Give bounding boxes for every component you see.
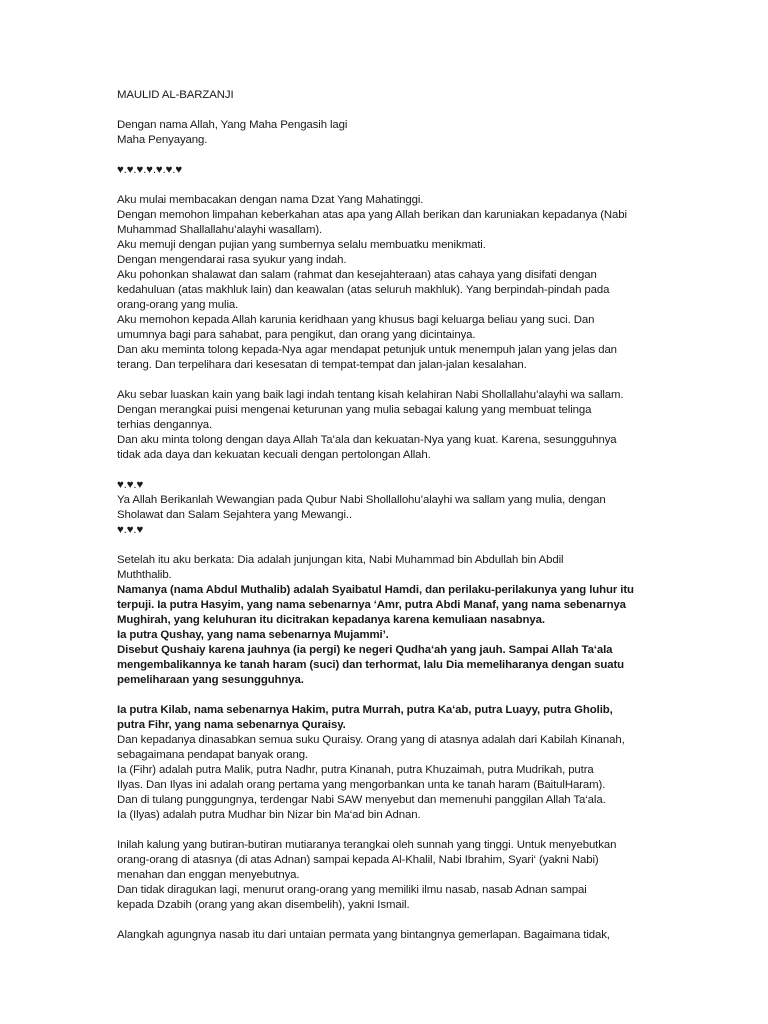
text-line: Alangkah agungnya nasab itu dari untaian permata yang bintangnya gemerlapan. Bagaimana tidak,: [117, 929, 610, 941]
text-line: Dan aku minta tolong dengan daya Allah Ta’ala dan kekuatan-Nya yang kuat. Karena, sesungguhnya: [117, 434, 617, 446]
text-line: Setelah itu aku berkata: Dia adalah junjungan kita, Nabi Muhammad bin Abdullah bin Abdil: [117, 554, 564, 566]
text-line: ♥.♥.♥.♥.♥.♥.♥: [117, 164, 183, 176]
text-line: mengembalikannya ke tanah haram (suci) dan terhormat, lalu Dia memeliharanya dengan suatu: [117, 659, 624, 671]
text-line: Dengan mengendarai rasa syukur yang indah.: [117, 254, 347, 266]
text-line: sebagaimana pendapat banyak orang.: [117, 749, 309, 761]
text-line: Dan di tulang punggungnya, terdengar Nabi SAW menyebut dan memenuhi panggilan Allah Ta‘ala.: [117, 794, 606, 806]
document-body: [117, 103, 657, 943]
text-line: Ia putra Qushay, yang nama sebenarnya Mujammi’.: [117, 629, 389, 641]
text-line: kepada Dzabih (orang yang akan disembelih), yakni Ismail.: [117, 899, 410, 911]
text-line: Ia putra Kilab, nama sebenarnya Hakim, putra Murrah, putra Ka‘ab, putra Luayy, putra Gholib,: [117, 704, 613, 716]
text-line: menahan dan enggan menyebutnya.: [117, 869, 300, 881]
text-line: Dan kepadanya dinasabkan semua suku Quraisy. Orang yang di atasnya adalah dari Kabilah Kinanah,: [117, 734, 625, 746]
text-line: Sholawat dan Salam Sejahtera yang Mewangi..: [117, 509, 353, 521]
text-line: Aku memohon kepada Allah karunia keridhaan yang khusus bagi keluarga beliau yang suci. Dan: [117, 314, 595, 326]
text-line: ♥.♥.♥: [117, 524, 144, 536]
text-line: Dengan merangkai puisi mengenai keturunan yang mulia sebagai kalung yang membuat telinga: [117, 404, 592, 416]
text-line: Disebut Qushaiy karena jauhnya (ia pergi) ke negeri Qudha‘ah yang jauh. Sampai Allah Ta‘ala: [117, 644, 613, 656]
text-line: tidak ada daya dan kekuatan kecuali dengan pertolongan Allah.: [117, 449, 431, 461]
text-line: terpuji. Ia putra Hasyim, yang nama sebenarnya ‘Amr, putra Abdi Manaf, yang nama sebenarnya: [117, 599, 626, 611]
text-line: Ia (Fihr) adalah putra Malik, putra Nadhr, putra Kinanah, putra Khuzaimah, putra Mudrikah, putra: [117, 764, 594, 776]
text-line: Aku mulai membacakan dengan nama Dzat Yang Mahatinggi.: [117, 194, 424, 206]
text-line: Dengan nama Allah, Yang Maha Pengasih lagi: [117, 119, 348, 131]
blank-line: [117, 688, 657, 703]
text-line: pemeliharaan yang sesungguhnya.: [117, 674, 304, 686]
document-page: [117, 88, 657, 943]
text-line: Dan aku meminta tolong kepada-Nya agar mendapat petunjuk untuk menempuh jalan yang jelas dan: [117, 344, 617, 356]
text-line: Namanya (nama Abdul Muthalib) adalah Syaibatul Hamdi, dan perilaku-perilakunya yang luhur itu: [117, 584, 634, 596]
text-line: terhias dengannya.: [117, 419, 213, 431]
text-line: Dengan memohon limpahan keberkahan atas apa yang Allah berikan dan karuniakan kepadanya (Nabi: [117, 209, 627, 221]
text-line: Aku memuji dengan pujian yang sumbernya selalu membuatku menikmati.: [117, 239, 486, 251]
text-line: ♥.♥.♥: [117, 479, 144, 491]
blank-line: [117, 913, 657, 928]
text-line: putra Fihr, yang nama sebenarnya Quraisy.: [117, 719, 346, 731]
blank-line: [117, 373, 657, 388]
text-line: Muhammad Shallallahu’alayhi wasallam).: [117, 224, 323, 236]
text-line: Inilah kalung yang butiran-butiran mutiaranya terangkai oleh sunnah yang tinggi. Untuk menyebutkan: [117, 839, 617, 851]
text-line: terang. Dan terpelihara dari kesesatan di tempat-tempat dan jalan-jalan kesalahan.: [117, 359, 527, 371]
blank-line: [117, 463, 657, 478]
document-title: MAULID AL-BARZANJI: [117, 89, 234, 101]
text-line: Aku pohonkan shalawat dan salam (rahmat dan kesejahteraan) atas cahaya yang disifati dengan: [117, 269, 597, 281]
text-line: umumnya bagi para sahabat, para pengikut, dan orang yang dicintainya.: [117, 329, 476, 341]
text-line: kedahuluan (atas makhluk lain) dan keawalan (atas seluruh makhluk). Yang berpindah-pindah pada: [117, 284, 610, 296]
text-line: Ia (Ilyas) adalah putra Mudhar bin Nizar bin Ma‘ad bin Adnan.: [117, 809, 421, 821]
blank-line: [117, 538, 657, 553]
text-line: orang-orang yang mulia.: [117, 299, 239, 311]
text-line: Maha Penyayang.: [117, 134, 208, 146]
text-line: Mughirah, yang keluhuran itu dicitrakan kepadanya karena kemuliaan nasabnya.: [117, 614, 545, 626]
blank-line: [117, 178, 657, 193]
text-line: Aku sebar luaskan kain yang baik lagi indah tentang kisah kelahiran Nabi Shollallahu’alayhi wa sallam.: [117, 389, 624, 401]
text-line: Ya Allah Berikanlah Wewangian pada Qubur Nabi Shollallohu’alayhi wa sallam yang mulia, dengan: [117, 494, 606, 506]
text-line: orang-orang di atasnya (di atas Adnan) sampai kepada Al-Khalil, Nabi Ibrahim, Syari‘ (yakni Nabi): [117, 854, 599, 866]
blank-line: [117, 148, 657, 163]
blank-line: [117, 823, 657, 838]
text-line: Muththalib.: [117, 569, 172, 581]
text-line: Dan tidak diragukan lagi, menurut orang-orang yang memiliki ilmu nasab, nasab Adnan sampai: [117, 884, 587, 896]
text-line: Ilyas. Dan Ilyas ini adalah orang pertama yang mengorbankan unta ke tanah haram (BaitulHaram).: [117, 779, 606, 791]
blank-line: [117, 103, 657, 118]
